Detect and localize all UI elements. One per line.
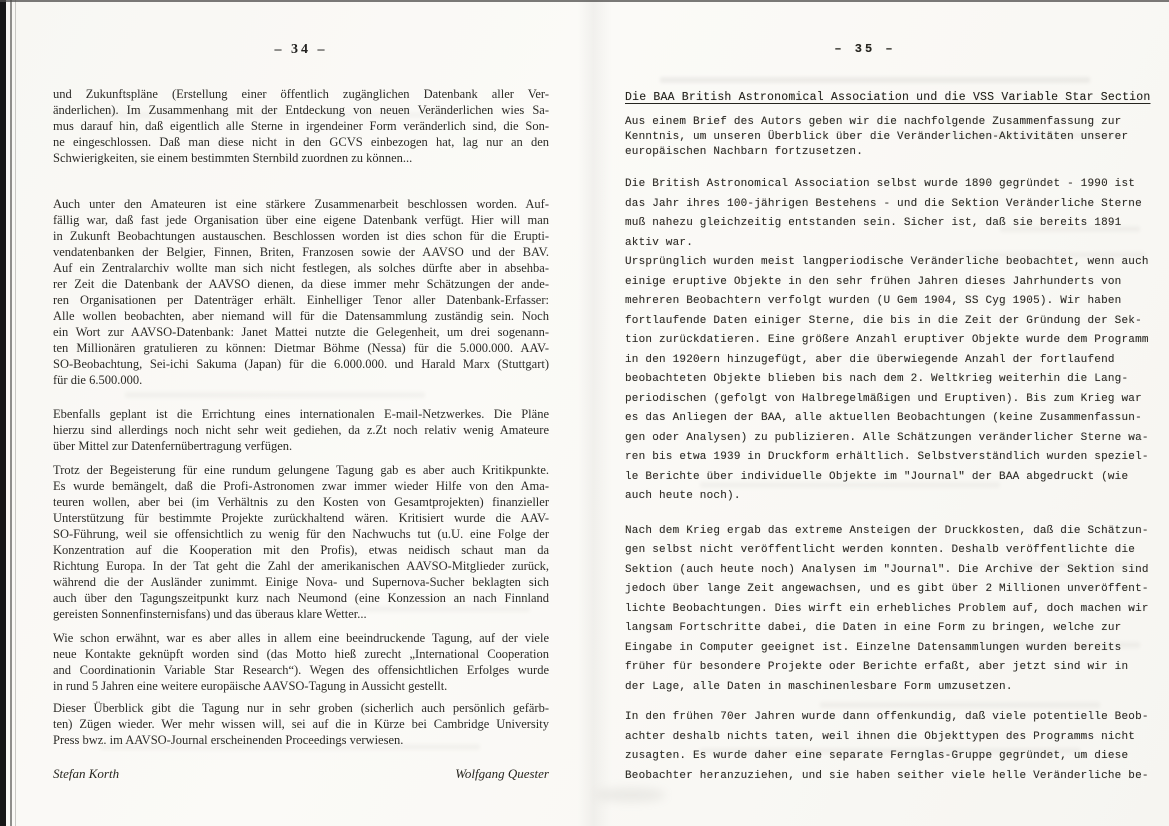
text-line: ten Millionären gratulieren zu können: Dietmar Böhme (Nessa) für die 5.000.000. AAV- <box>53 341 549 355</box>
text-line: Alle wollen beobachten, aber niemand will für die Datensammlung zuständig sein. Noch <box>53 309 549 323</box>
text-line: fällig war, daß fast jede Organisation über eine eigene Datenbank verfügt. Hier will man <box>53 213 549 227</box>
text-line: Unterstützung für bestimmte Projekte zurückhaltend wären. Kritisiert wurde die AAV- <box>53 511 549 525</box>
text-line: Nach dem Krieg ergab das extreme Ansteigen der Druckkosten, daß die Schätzun- <box>625 524 1149 537</box>
text-line: Press bwz. im AAVSO-Journal erscheinenden Proceedings verwiesen. <box>53 733 404 747</box>
text-line: and Coordinationin Variable Star Research“). Wegen des offensichtlichen Erfolges wurde <box>53 663 549 677</box>
text-line: gereisten Sonnenfinsternisfans) und das überaus klare Wetter... <box>53 607 367 621</box>
text-line: zusagten. Es wurde daher eine separate Fernglas-Gruppe gegründet, um diese <box>625 750 1129 762</box>
text-line: für die 6.500.000. <box>53 373 143 387</box>
paragraph-proceedings <box>53 700 549 748</box>
page-34 <box>53 0 549 782</box>
text-line: früher für besondere Projekte oder Berichte erfaßt, aber jetzt sind wir in <box>625 661 1129 673</box>
text-line: auch heute noch). <box>625 490 741 502</box>
paragraph-conclusion <box>53 630 549 694</box>
text-line: vendatenbanken der Belgier, Finnen, Briten, Franzosen sowie der AAVSO und der BAV. <box>53 245 549 259</box>
text-line: ne eingeschlossen. Daß man diese nicht in den GCVS einbezogen hat, lag nur an den <box>53 135 549 149</box>
text-line: beobachteten Objekte blieben bis nach dem 2. Weltkrieg weiterhin die Lang- <box>625 373 1129 385</box>
text-line: Eingabe in Computer geeignet ist. Einzelne Datensammlungen wurden bereits <box>625 641 1122 654</box>
text-line: ren Organisationen per Datenträger erhält. Einhelliger Tenor aller Datenbank-Erfasser: <box>53 293 549 307</box>
text-line: fortlaufende Daten einiger Sterne, die bis in die Zeit der Gründung der Sek- <box>625 314 1142 327</box>
signature-row <box>53 766 549 782</box>
text-line: mus darauf hin, daß eigentlich alle Sterne in irgendeiner Form veränderlich sind, die Son- <box>53 119 549 133</box>
text-line: SO-Beobachtung, Sei-ichi Sakuma (Japan) für die 6.000.000. und Harald Marx (Stuttgart) <box>53 357 549 371</box>
text-line: Es wurde bemängelt, daß die Profi-Astronomen zwar immer wieder Hilfe von den Ama- <box>53 479 549 493</box>
text-line: teuren wollen, aber bei (im Verhältnis zu den Kosten von Gesamtprojekten) finanzieller <box>53 495 549 509</box>
page-number-left: – 34 – <box>274 42 328 57</box>
text-line: Auch unter den Amateuren ist eine stärkere Zusammenarbeit beschlossen worden. Auf- <box>53 197 549 211</box>
text-line: es das Anliegen der BAA, alle aktuellen Beobachtungen (keine Zusammenfassun- <box>625 412 1142 424</box>
page-number-right: – 35 – <box>834 42 896 56</box>
text-line: le Berichte über individuelle Objekte im "Journal" der BAA abgedruckt (wie <box>625 470 1129 483</box>
text-line: Dieser Überblick gibt die Tagung nur in sehr groben (sicherlich auch persönlich gefärb- <box>53 701 549 715</box>
text-line: einige eruptive Objekte in den sehr frühen Jahren dieses Jahrhunderts von <box>625 275 1122 288</box>
text-line: ren bis etwa 1939 in Druckform erhältlich. Selbstverständlich wurden speziel- <box>625 451 1149 463</box>
text-line: achter deshalb nichts taten, weil ihnen die Objekttypen des Programms nicht <box>625 730 1136 743</box>
paragraph-future-plans <box>53 86 549 166</box>
text-line: Beobachter heranzuziehen, und sie haben seither viele helle Veränderliche be- <box>625 769 1149 782</box>
text-line: auch über den Tagungszeitpunkt kurz nach Neumond (eine Konzession an nach Finnland <box>53 591 549 605</box>
text-line: periodischen (gefolgt von Halbregelmäßigen und Eruptiven). Bis zum Krieg war <box>625 392 1142 405</box>
text-line: in Zukunft Beobachtungen austauschen. Beschlossen worden ist dies schon für die Erupti- <box>53 229 549 243</box>
text-line: langsam Fortschritte dabei, die Daten in eine Form zu bringen, welche zur <box>625 622 1122 634</box>
text-line: Trotz der Begeisterung für eine rundum gelungene Tagung gab es aber auch Kritikpunkte. <box>53 463 549 477</box>
text-line: mehreren Beobachtern verfolgt wurden (U Gem 1904, SS Cyg 1905). Wir haben <box>625 295 1122 307</box>
paragraph-binocular-group <box>625 708 1149 786</box>
text-line: ein Wort zur AAVSO-Datenbank: Janet Mattei nutzte die Gelegenheit, um drei sogenann- <box>53 325 549 339</box>
text-line: gen selbst nicht veröffentlicht werden konnten. Deshalb veröffentlichte die <box>625 544 1136 556</box>
text-line: Richtung Europa. In der Tat geht die Zahl der amerikanischen AAVSO-Mitglieder zurück, <box>53 559 549 573</box>
text-line: SO-Führung, weil sie offensichtlich zu wenig für den Nachwuchs tut (u.U. eine Folge der <box>53 527 549 541</box>
paragraph-email-network <box>53 406 549 454</box>
text-line: Auf ein Zentralarchiv wollte man sich nicht festlegen, als solches dürfte aber in absehba- <box>53 261 549 275</box>
text-line: gen oder Analysen) zu publizieren. Alle Schätzungen veränderlicher Sterne wa- <box>625 431 1149 444</box>
text-line: Ebenfalls geplant ist die Errichtung eines internationalen E-mail-Netzwerkes. Die Pläne <box>53 407 549 421</box>
text-line: Konzentration auf die Kooperation mit den Profis), etwas neidisch schaut man da <box>53 543 549 557</box>
text-line: Ursprünglich wurden meist langperiodische Veränderliche beobachtet, wenn auch <box>625 256 1149 268</box>
text-line: rer Zeit die Datenbank der AAVSO dienen, da diese immer mehr Schätzungen der ande- <box>53 277 549 291</box>
text-line: und Zukunftspläne (Erstellung einer öffentlich zugänglichen Datenbank aller Ver- <box>53 87 549 101</box>
page-edge-line <box>10 0 12 826</box>
paragraph-baa-history <box>625 175 1149 507</box>
text-line: neue Kontakte geknüpft worden sind (das Motto hieß zurecht „International Cooperation <box>53 647 549 661</box>
text-line: Wie schon erwähnt, war es aber alles in allem eine beeindruckende Tagung, auf der viele <box>53 631 549 645</box>
scan-smudge <box>596 788 666 802</box>
text-line: während die der Ausländer zunimmt. Einige Nova- und Supernova-Sucher beklagten sich <box>53 575 549 589</box>
text-line: muß nahezu gleichzeitig entstanden sein. Sicher ist, daß sie bereits 1891 <box>625 217 1122 229</box>
paragraph-intro <box>625 115 1145 160</box>
text-line: In den frühen 70er Jahren wurde dann offenkundig, daß viele potentielle Beob- <box>625 711 1149 723</box>
text-line: europäischen Nachbarn fortzusetzen. <box>625 146 864 158</box>
page-seam-shadow <box>578 0 612 826</box>
text-line: lichte Beobachtungen. Dies wirft ein erhebliches Problem auf, doch machen wir <box>625 602 1149 615</box>
text-line: Die British Astronomical Association selbst wurde 1890 gegründet - 1990 ist <box>625 178 1136 190</box>
author-signature-left: Stefan Korth <box>53 766 120 781</box>
text-line: Schwierigkeiten, sie einem bestimmten Sternbild zuordnen zu können... <box>53 151 413 165</box>
section-heading: Die BAA British Astronomical Association und die VSS Variable Star Section <box>625 90 1151 104</box>
text-line: in rund 5 Jahren eine weitere europäische AAVSO-Tagung in Aussicht gestellt. <box>53 679 448 693</box>
author-signature-right: Wolfgang Quester <box>455 766 549 781</box>
text-line: hierzu sind allerdings noch nicht sehr weit gediehen, da z.Zt noch relativ wenig Amateure <box>53 423 549 437</box>
text-line: ten) Zügen wieder. Wer mehr wissen will, sei auf die in Kürze bei Cambridge University <box>53 717 549 731</box>
text-line: änderlichen). Im Zusammenhang mit der Entdeckung von neuen Veränderlichen wies Sa- <box>53 103 549 117</box>
page-35 <box>625 0 1151 786</box>
text-line: Sektion (auch heute noch) Analysen im "Journal". Die Archive der Sektion sind <box>625 563 1149 576</box>
text-line: Kenntnis, um unseren Überblick über die Veränderlichen-Aktivitäten unserer <box>625 131 1129 143</box>
text-line: der Lage, alle Daten in maschinenlesbare Form umzusetzen. <box>625 680 1013 693</box>
text-line: über Mittel zur Datenfernübertragung verfügen. <box>53 439 293 453</box>
page-edge-line-faint <box>15 0 16 826</box>
text-line: das Jahr ihres 100-jährigen Bestehens - und die Sektion Veränderliche Sterne <box>625 197 1142 210</box>
text-line: jedoch über lange Zeit angewachsen, und es gibt über 2 Millionen unveröffent- <box>625 583 1149 595</box>
scan-edge-bar <box>0 0 6 826</box>
paragraph-databases <box>53 196 549 388</box>
text-line: in den 1920ern hinzugefügt, aber die überwiegende Anzahl der fortlaufend <box>625 353 1115 366</box>
text-line: tion zurückdatieren. Eine größere Anzahl eruptiver Objekte wurde dem Programm <box>625 334 1149 346</box>
text-line: aktiv war. <box>625 236 694 249</box>
text-line: Aus einem Brief des Autors geben wir die nachfolgende Zusammenfassung zur <box>625 116 1122 128</box>
paragraph-criticism <box>53 462 549 622</box>
paragraph-post-war <box>625 522 1149 698</box>
